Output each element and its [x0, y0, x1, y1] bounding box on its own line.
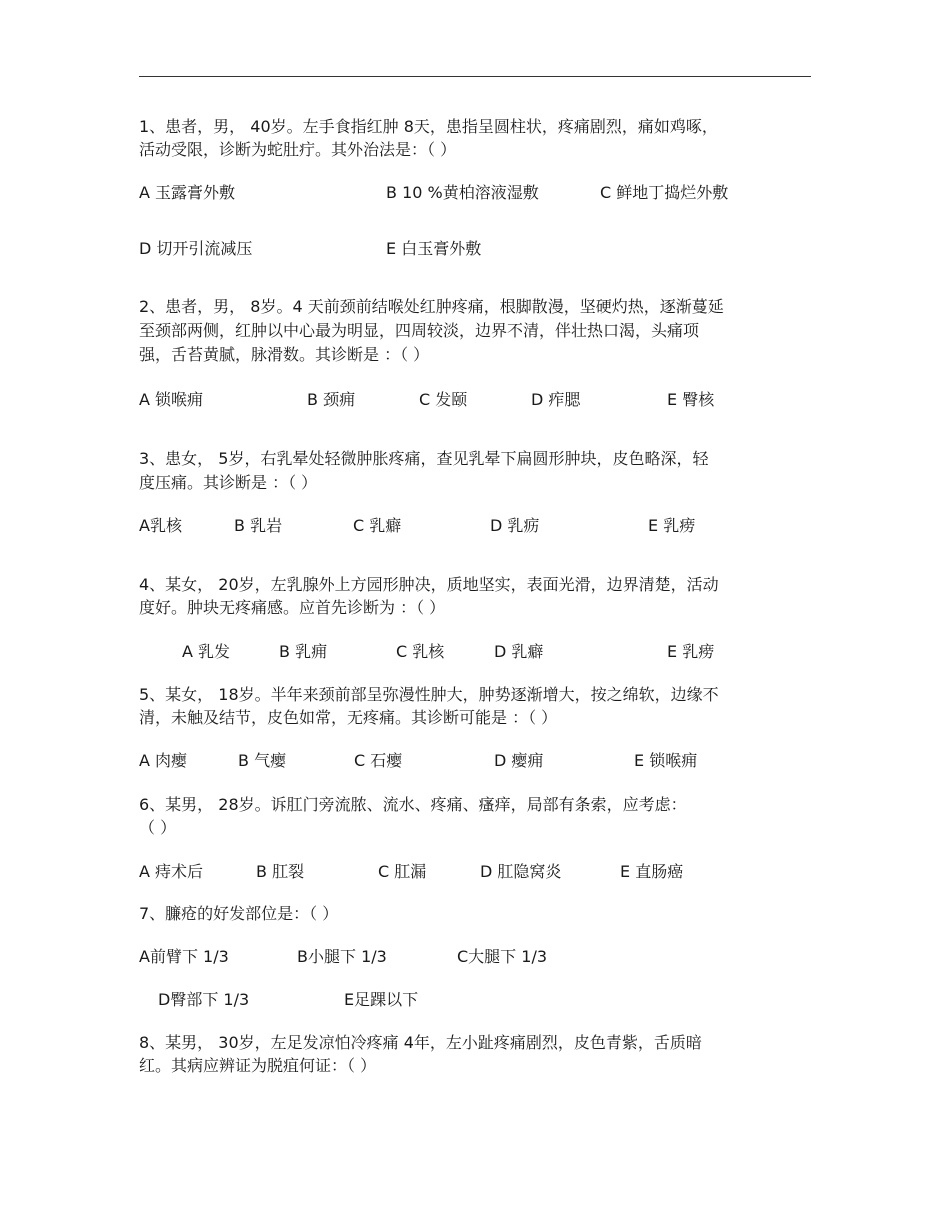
option-4c[interactable]: C 乳核	[396, 642, 445, 661]
question-4-line-2: 度好。肿块无疼痛感。应首先诊断为 ：（ ）	[139, 598, 446, 617]
option-1d[interactable]: D 切开引流减压	[139, 239, 253, 258]
option-5b[interactable]: B 气瘿	[238, 751, 287, 770]
option-7e[interactable]: E足踝以下	[344, 990, 419, 1009]
question-5-line-1: 5、某女， 18岁。半年来颈前部呈弥漫性肿大，肿势逐渐增大，按之绵软，边缘不	[139, 685, 719, 704]
option-3e[interactable]: E 乳痨	[648, 516, 696, 535]
option-3d[interactable]: D 乳疬	[490, 516, 540, 535]
question-1-line-1: 1、患者，男， 40岁。左手食指红肿 8天，患指呈圆柱状，疼痛剧烈，痛如鸡啄，	[139, 117, 718, 136]
question-6-line-1: 6、某男， 28岁。诉肛门旁流脓、流水、疼痛、瘙痒，局部有条索，应考虑：	[139, 795, 687, 814]
option-1b[interactable]: B 10 %黄柏溶液湿敷	[386, 183, 539, 202]
question-8-line-2: 红。其病应辨证为脱疽何证：（ ）	[139, 1056, 377, 1075]
question-1-line-2: 活动受限，诊断为蛇肚疔。其外治法是：（ ）	[139, 140, 457, 159]
option-6b[interactable]: B 肛裂	[256, 862, 305, 881]
question-3-line-2: 度压痛。其诊断是 ：（ ）	[139, 473, 318, 492]
question-8-line-1: 8、某男， 30岁，左足发凉怕冷疼痛 4年，左小趾疼痛剧烈，皮色青紫，舌质暗	[139, 1033, 702, 1052]
question-2-line-3: 强，舌苔黄腻，脉滑数。其诊断是 ：（ ）	[139, 345, 430, 364]
option-7b[interactable]: B小腿下 1/3	[297, 947, 387, 966]
option-2b[interactable]: B 颈痈	[307, 390, 356, 409]
option-1e[interactable]: E 白玉膏外敷	[386, 239, 482, 258]
option-4e[interactable]: E 乳痨	[667, 642, 715, 661]
option-2e[interactable]: E 臀核	[667, 390, 715, 409]
option-5d[interactable]: D 瘿痈	[494, 751, 544, 770]
option-2d[interactable]: D 痄腮	[531, 390, 581, 409]
question-6-line-2: （ ）	[139, 818, 177, 837]
option-4b[interactable]: B 乳痈	[279, 642, 328, 661]
option-5c[interactable]: C 石瘿	[354, 751, 403, 770]
option-6a[interactable]: A 痔术后	[139, 862, 204, 881]
option-7c[interactable]: C大腿下 1/3	[457, 947, 548, 966]
option-4d[interactable]: D 乳癖	[494, 642, 544, 661]
option-5a[interactable]: A 肉瘿	[139, 751, 188, 770]
option-2c[interactable]: C 发颐	[419, 390, 468, 409]
top-rule	[139, 76, 811, 77]
option-6d[interactable]: D 肛隐窝炎	[480, 862, 562, 881]
question-2-line-1: 2、患者，男， 8岁。4 天前颈前结喉处红肿疼痛，根脚散漫，坚硬灼热，逐渐蔓延	[139, 297, 724, 316]
question-7-line-1: 7、臁疮的好发部位是：（ ）	[139, 904, 339, 923]
option-1a[interactable]: A 玉露膏外敷	[139, 183, 236, 202]
option-3a[interactable]: A乳核	[139, 516, 182, 535]
question-5-line-2: 清，未触及结节，皮色如常，无疼痛。其诊断可能是 ：（ ）	[139, 708, 558, 727]
option-3b[interactable]: B 乳岩	[234, 516, 283, 535]
option-3c[interactable]: C 乳癖	[353, 516, 402, 535]
option-4a[interactable]: A 乳发	[182, 642, 231, 661]
option-1c[interactable]: C 鲜地丁捣烂外敷	[600, 183, 729, 202]
option-7d[interactable]: D臀部下 1/3	[158, 990, 250, 1009]
question-3-line-1: 3、患女， 5岁，右乳晕处轻微肿胀疼痛，查见乳晕下扁圆形肿块，皮色略深，轻	[139, 449, 709, 468]
option-5e[interactable]: E 锁喉痈	[634, 751, 698, 770]
question-2-line-2: 至颈部两侧，红肿以中心最为明显，四周较淡，边界不清，伴壮热口渴，头痛项	[139, 321, 700, 340]
option-7a[interactable]: A前臂下 1/3	[139, 947, 229, 966]
question-4-line-1: 4、某女， 20岁，左乳腺外上方园形肿决，质地坚实，表面光滑，边界清楚，活动	[139, 575, 719, 594]
option-6e[interactable]: E 直肠癌	[620, 862, 684, 881]
option-6c[interactable]: C 肛漏	[378, 862, 427, 881]
option-2a[interactable]: A 锁喉痈	[139, 390, 204, 409]
